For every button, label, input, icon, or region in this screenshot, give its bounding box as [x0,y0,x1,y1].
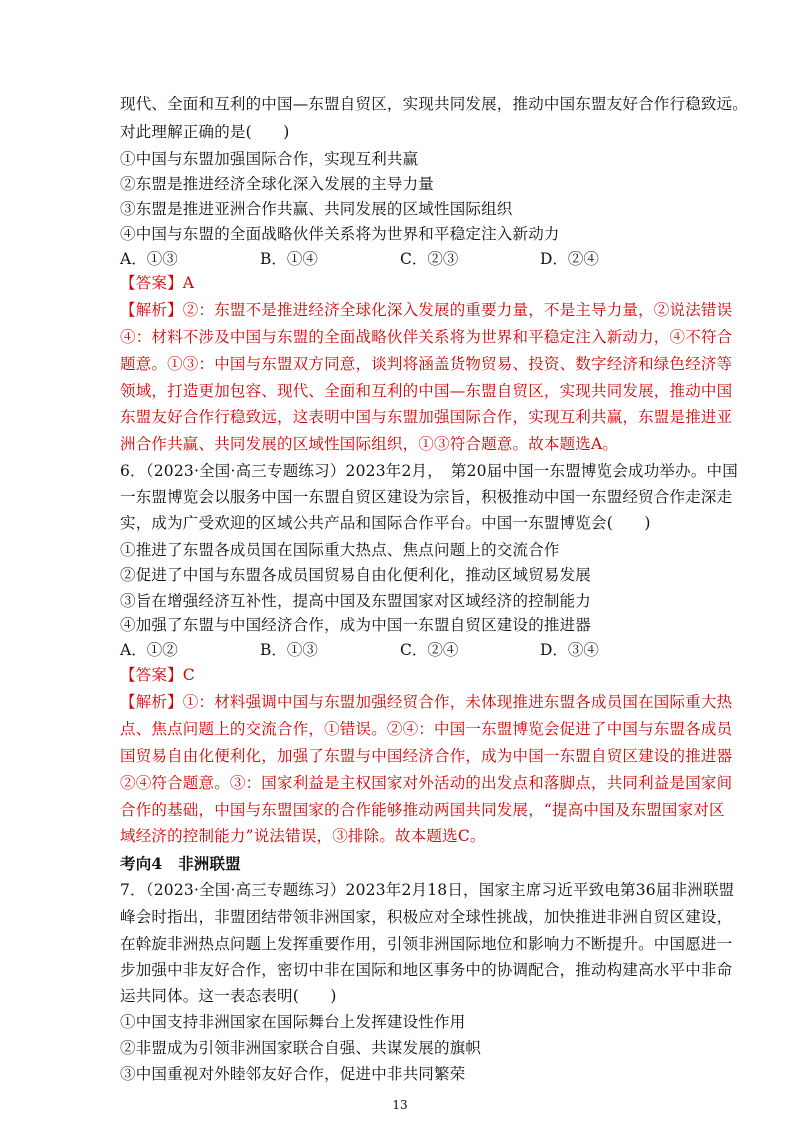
q5-analysis-line: 东盟友好合作行稳致远，这表明中国与东盟加强国际合作，实现互利共赢，东盟是推进亚 [120,408,733,426]
q6-analysis-line: 域经济的控制能力”说法错误，③排除。故本题选C。 [120,827,486,845]
q5-stem-line: 现代、全面和互利的中国—东盟自贸区，实现共同发展，推动中国东盟友好合作行稳致远。 [120,95,749,113]
q6-statement: ②促进了中国与东盟各成员国贸易自由化便利化，推动区域贸易发展 [120,566,592,584]
section-heading: 考向4 非洲联盟 [120,854,241,873]
q7-statement: ③中国重视对外睦邻友好合作，促进中非共同繁荣 [120,1065,466,1083]
q6-analysis-line: 国贸易自由化便利化，加强了东盟与中国经济合作，成为中国一东盟自贸区建设的推进器 [120,747,733,765]
q5-analysis-line: 洲合作共赢、共同发展的区域性国际组织，①③符合题意。故本题选A。 [120,435,619,453]
q5-answer: 【答案】A [120,274,195,292]
q6-analysis-line: 点、焦点问题上的交流合作，①错误。②④：中国一东盟博览会促进了中国与东盟各成员 [120,720,733,738]
q5-statement: ④中国与东盟的全面战略伙伴关系将为世界和平稳定注入新动力 [120,225,560,243]
q5-statement: ②东盟是推进经济全球化深入发展的主导力量 [120,175,435,193]
q5-analysis-line: 题意。①③：中国与东盟双方同意，谈判将涵盖货物贸易、投资、数字经济和绿色经济等 [120,355,733,373]
q7-stem-line: 7．（2023·全国·高三专题练习）2023年2月18日，国家主席习近平致电第36届非洲联盟 [120,881,735,899]
q5-analysis-line: ④：材料不涉及中国与东盟的全面战略伙伴关系将为世界和平稳定注入新动力，④不符合 [120,328,733,346]
q5-stem-line: 对此理解正确的是( ) [120,123,290,141]
q6-stem-line: 一东盟博览会以服务中国一东盟自贸区建设为宗旨，积极推动中国一东盟经贸合作走深走 [120,488,733,506]
q6-option-a: A．①② [120,641,178,659]
q5-analysis-line: 领域，打造更加包容、现代、全面和互利的中国—东盟自贸区，实现共同发展，推动中国 [120,382,733,400]
q6-analysis-line: 合作的基础，中国与东盟国家的合作能够推动两国共同发展，“提高中国及东盟国家对区 [120,801,725,819]
q5-option-a: A．①③ [120,250,178,268]
q7-stem-line: 步加强中非友好合作，密切中非在国际和地区事务中的协调配合，推动构建高水平中非命 [120,961,733,979]
q6-statement: ④加强了东盟与中国经济合作，成为中国一东盟自贸区建设的推进器 [120,616,592,634]
q5-option-d: D．②④ [540,250,599,268]
q6-option-d: D．③④ [540,641,599,659]
q6-stem-line: 6．（2023·全国·高三专题练习）2023年2月， 第20届中国一东盟博览会成功举办。中国 [120,462,738,480]
q5-statement: ①中国与东盟加强国际合作，实现互利共赢 [120,150,419,168]
q6-option-c: C．②④ [400,641,459,659]
q6-statement: ①推进了东盟各成员国在国际重大热点、焦点问题上的交流合作 [120,541,560,559]
q5-option-b: B．①④ [260,250,318,268]
q6-option-b: B．①③ [260,641,318,659]
q6-analysis-line: ②④符合题意。③：国家利益是主权国家对外活动的出发点和落脚点，共同利益是国家间 [120,774,733,792]
q7-stem-line: 运共同体。这一表态表明( ) [120,987,337,1005]
q7-statement: ②非盟成为引领非洲国家联合自强、共谋发展的旗帜 [120,1039,482,1057]
q6-analysis-line: 【解析】①：材料强调中国与东盟加强经贸合作，未体现推进东盟各成员国在国际重大热 [120,693,733,711]
q6-stem-line: 实，成为广受欢迎的区域公共产品和国际合作平台。中国一东盟博览会( ) [120,514,651,532]
q7-stem-line: 峰会时指出，非盟团结带领非洲国家，积极应对全球性挑战，加快推进非洲自贸区建设， [120,908,733,926]
q6-statement: ③旨在增强经济互补性，提高中国及东盟国家对区域经济的控制能力 [120,592,592,610]
q7-stem-line: 在斡旋非洲热点问题上发挥重要作用，引领非洲国际地位和影响力不断提升。中国愿进一 [120,935,733,953]
q5-option-c: C．②③ [400,250,459,268]
q5-statement: ③东盟是推进亚洲合作共赢、共同发展的区域性国际组织 [120,200,513,218]
page-number: 13 [392,1098,408,1112]
q7-statement: ①中国支持非洲国家在国际舞台上发挥建设性作用 [120,1013,466,1031]
q6-answer: 【答案】C [120,666,195,684]
q5-analysis-line: 【解析】②：东盟不是推进经济全球化深入发展的重要力量，不是主导力量，②说法错误 [120,301,733,319]
